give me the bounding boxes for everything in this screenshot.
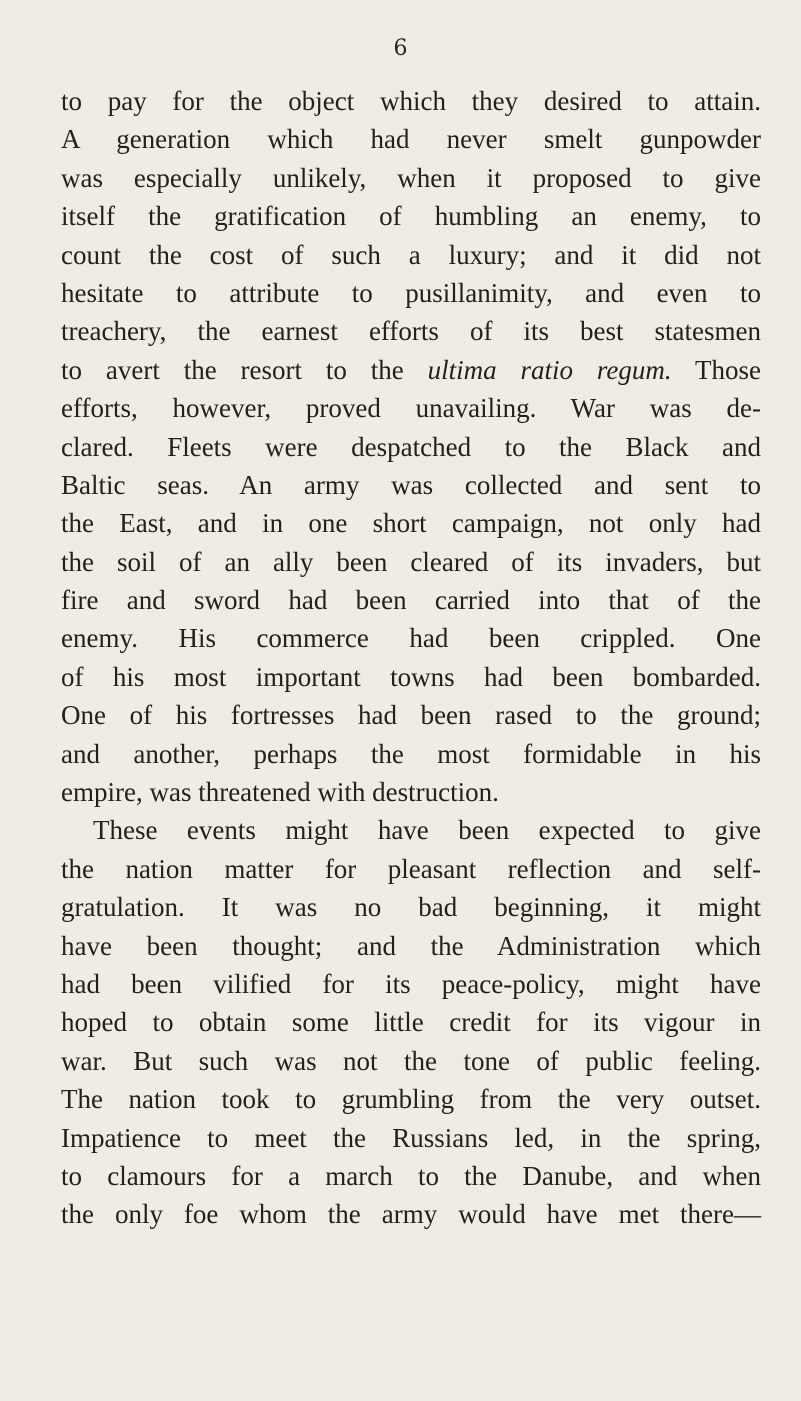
text-line: the East, and in one short campaign, not only had bbox=[61, 508, 761, 539]
text-line: A generation which had never smelt gunpowder bbox=[61, 124, 761, 155]
text-line: count the cost of such a luxury; and it did not bbox=[61, 239, 761, 270]
text-line: treachery, the earnest efforts of its best statesmen bbox=[61, 316, 761, 347]
text-line: to pay for the object which they desired to attain. bbox=[61, 86, 761, 116]
text-line: enemy. His commerce had been crippled. One bbox=[61, 623, 761, 654]
text-line: One of his fortresses had been rased to the ground; bbox=[61, 700, 761, 731]
text-line: Impatience to meet the Russians led, in the spring, bbox=[61, 1122, 761, 1153]
text-line: These events might have been expected to give bbox=[93, 815, 761, 846]
text-line: hoped to obtain some little credit for its vigour in bbox=[61, 1007, 761, 1038]
text-segment: Those bbox=[671, 354, 761, 385]
text-line: the soil of an ally been cleared of its invaders, but bbox=[61, 546, 761, 577]
page-number: 6 bbox=[393, 36, 408, 61]
text-segment: to avert the resort to the bbox=[61, 354, 428, 385]
text-line: Baltic seas. An army was collected and sent to bbox=[61, 469, 761, 500]
text-line: clared. Fleets were despatched to the Black and bbox=[61, 431, 761, 462]
text-line: the only foe whom the army would have met there— bbox=[61, 1199, 761, 1230]
text-line: The nation took to grumbling from the very outset. bbox=[61, 1084, 761, 1115]
text-line: and another, perhaps the most formidable in his bbox=[61, 738, 761, 769]
text-line: fire and sword had been carried into that of the bbox=[61, 585, 761, 616]
body-text bbox=[61, 82, 761, 1234]
text-line: to clamours for a march to the Danube, and when bbox=[61, 1160, 761, 1191]
text-line: gratulation. It was no bad beginning, it might bbox=[61, 892, 761, 923]
text-line: war. But such was not the tone of public feeling. bbox=[61, 1045, 761, 1076]
text-line: the nation matter for pleasant reflection and self- bbox=[61, 853, 761, 884]
italic-phrase: ultima ratio regum. bbox=[427, 354, 672, 385]
text-line: empire, was threatened with destruction. bbox=[61, 777, 499, 808]
text-line: itself the gratification of humbling an enemy, to bbox=[61, 201, 761, 232]
text-line: was especially unlikely, when it proposed to give bbox=[61, 162, 761, 193]
text-line bbox=[61, 351, 761, 389]
text-line: hesitate to attribute to pusillanimity, and even to bbox=[61, 277, 761, 308]
text-line: have been thought; and the Administration which bbox=[61, 930, 761, 961]
text-line: had been vilified for its peace-policy, might have bbox=[61, 968, 761, 999]
text-line: efforts, however, proved unavailing. War was de- bbox=[61, 393, 761, 424]
text-line: of his most important towns had been bombarded. bbox=[61, 661, 761, 692]
